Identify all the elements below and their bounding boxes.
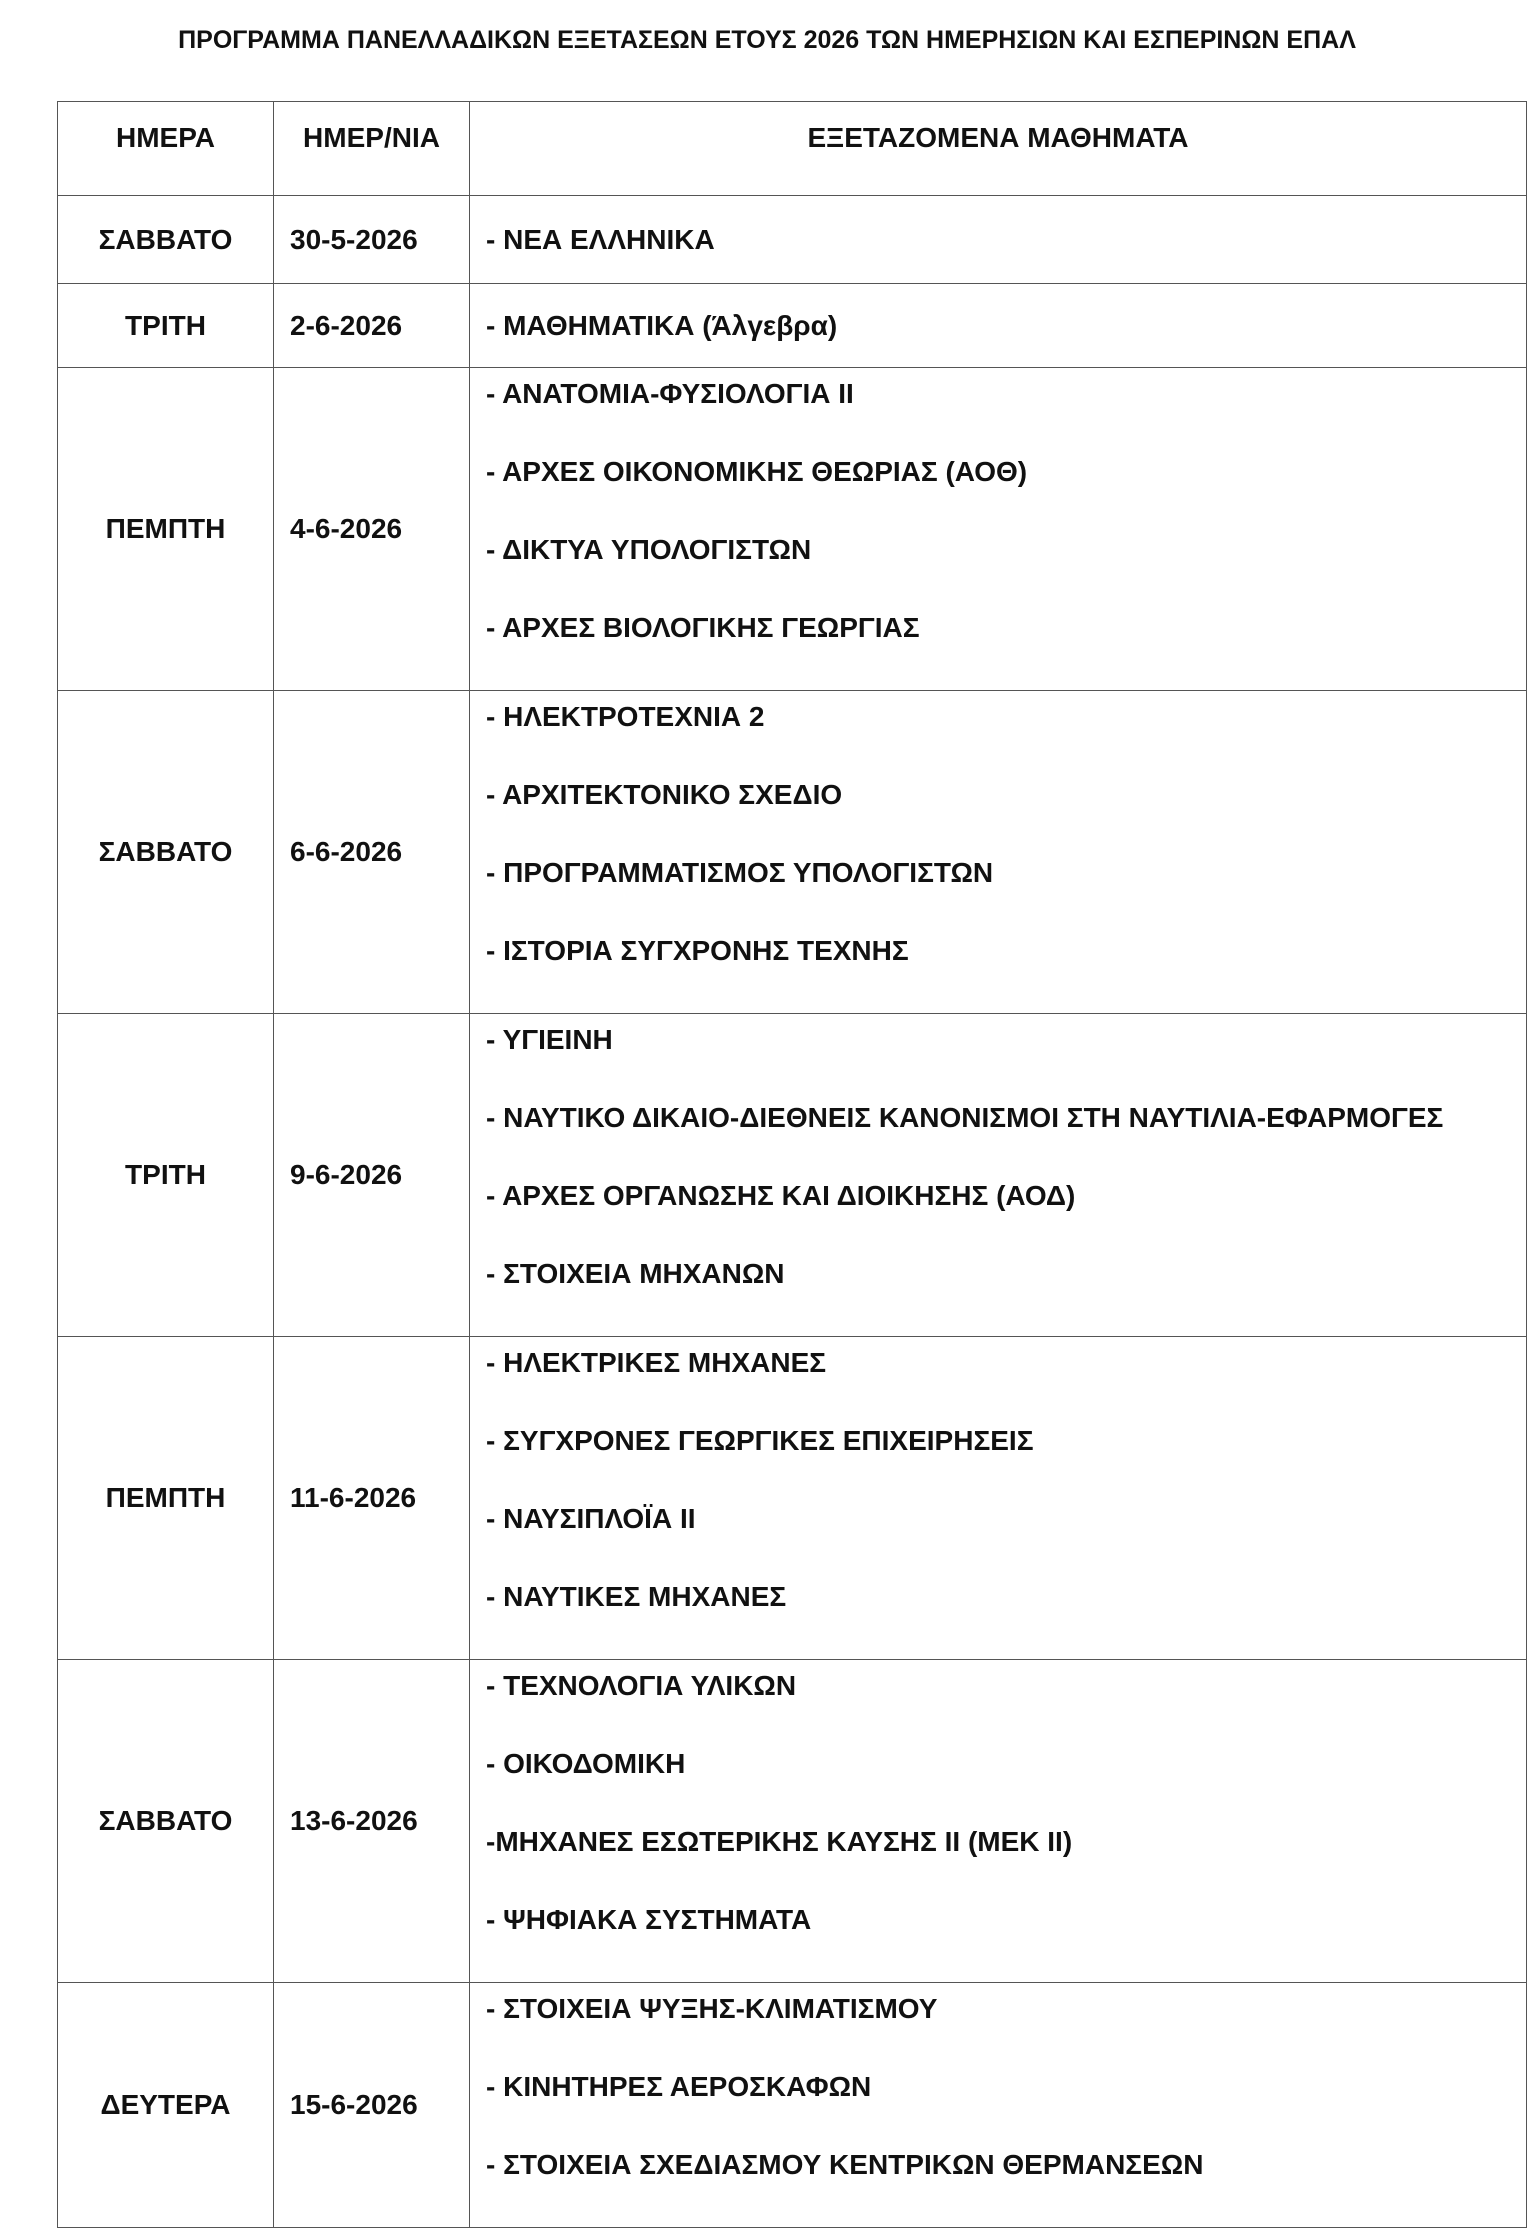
schedule-body [58, 196, 1527, 2228]
row-subjects [470, 691, 1527, 1014]
subject-item: - ΝΑΥΤΙΚΕΣ ΜΗΧΑΝΕΣ [486, 1581, 787, 1612]
table-header-row [58, 102, 1527, 196]
row-subjects [470, 1660, 1527, 1983]
row-day: ΔΕΥΤΕΡΑ [58, 1983, 274, 2228]
subject-item: - ΑΡΧΕΣ ΟΡΓΑΝΩΣΗΣ ΚΑΙ ΔΙΟΙΚΗΣΗΣ (ΑΟΔ) [486, 1180, 1076, 1211]
row-date: 30-5-2026 [274, 196, 470, 284]
subject-item: - ΚΙΝΗΤΗΡΕΣ ΑΕΡΟΣΚΑΦΩΝ [486, 2071, 872, 2102]
subject-item: - ΑΡΧΕΣ ΒΙΟΛΟΓΙΚΗΣ ΓΕΩΡΓΙΑΣ [486, 612, 920, 643]
subject-item: - ΑΝΑΤΟΜΙΑ-ΦΥΣΙΟΛΟΓΙΑ ΙΙ [486, 378, 854, 409]
table-row [58, 368, 1527, 691]
subject-item: - ΙΣΤΟΡΙΑ ΣΥΓΧΡΟΝΗΣ ΤΕΧΝΗΣ [486, 935, 909, 966]
row-date: 4-6-2026 [274, 368, 470, 691]
subject-item: - ΣΥΓΧΡΟΝΕΣ ΓΕΩΡΓΙΚΕΣ ΕΠΙΧΕΙΡΗΣΕΙΣ [486, 1425, 1034, 1456]
table-row [58, 691, 1527, 1014]
row-day: ΠΕΜΠΤΗ [58, 368, 274, 691]
row-date: 9-6-2026 [274, 1014, 470, 1337]
row-subjects [470, 1983, 1527, 2228]
header-day: ΗΜΕΡΑ [58, 102, 274, 196]
row-date: 13-6-2026 [274, 1660, 470, 1983]
subject-item: - ΗΛΕΚΤΡΙΚΕΣ ΜΗΧΑΝΕΣ [486, 1347, 827, 1378]
header-date: ΗΜΕΡ/ΝΙΑ [274, 102, 470, 196]
row-day: ΤΡΙΤΗ [58, 284, 274, 368]
subject-item: - ΨΗΦΙΑΚΑ ΣΥΣΤΗΜΑΤΑ [486, 1904, 812, 1935]
row-subjects [470, 1337, 1527, 1660]
subject-item: - ΗΛΕΚΤΡΟΤΕΧΝΙΑ 2 [486, 701, 765, 732]
table-row [58, 196, 1527, 284]
row-subjects [470, 284, 1527, 368]
row-date: 2-6-2026 [274, 284, 470, 368]
subject-item: - ΟΙΚΟΔΟΜΙΚΗ [486, 1748, 686, 1779]
header-subjects: ΕΞΕΤΑΖΟΜΕΝΑ ΜΑΘΗΜΑΤΑ [470, 102, 1527, 196]
row-day: ΠΕΜΠΤΗ [58, 1337, 274, 1660]
subject-item: - ΑΡΧΙΤΕΚΤΟΝΙΚΟ ΣΧΕΔΙΟ [486, 779, 843, 810]
row-day: ΣΑΒΒΑΤΟ [58, 196, 274, 284]
row-day: ΤΡΙΤΗ [58, 1014, 274, 1337]
exam-schedule-table [57, 101, 1527, 2228]
subject-item: - ΤΕΧΝΟΛΟΓΙΑ ΥΛΙΚΩΝ [486, 1670, 797, 1701]
subject-item: - ΜΑΘΗΜΑΤΙΚΑ (Άλγεβρα) [486, 309, 838, 341]
document-title: ΠΡΟΓΡΑΜΜΑ ΠΑΝΕΛΛΑΔΙΚΩΝ ΕΞΕΤΑΣΕΩΝ ΕΤΟΥΣ 2026 ΤΩΝ ΗΜΕΡΗΣΙΩΝ ΚΑΙ ΕΣΠΕΡΙΝΩΝ ΕΠΑΛ [178, 26, 1356, 54]
subject-item: - ΑΡΧΕΣ ΟΙΚΟΝΟΜΙΚΗΣ ΘΕΩΡΙΑΣ (ΑΟΘ) [486, 456, 1028, 487]
row-date: 6-6-2026 [274, 691, 470, 1014]
table-row [58, 1337, 1527, 1660]
row-day: ΣΑΒΒΑΤΟ [58, 691, 274, 1014]
row-date: 15-6-2026 [274, 1983, 470, 2228]
subject-item: - ΣΤΟΙΧΕΙΑ ΣΧΕΔΙΑΣΜΟΥ ΚΕΝΤΡΙΚΩΝ ΘΕΡΜΑΝΣΕΩΝ [486, 2149, 1204, 2180]
subject-item: - ΠΡΟΓΡΑΜΜΑΤΙΣΜΟΣ ΥΠΟΛΟΓΙΣΤΩΝ [486, 857, 994, 888]
table-row [58, 1983, 1527, 2228]
table-row [58, 284, 1527, 368]
table-row [58, 1660, 1527, 1983]
row-subjects [470, 196, 1527, 284]
subject-item: - ΝΑΥΤΙΚΟ ΔΙΚΑΙΟ-ΔΙΕΘΝΕΙΣ ΚΑΝΟΝΙΣΜΟΙ ΣΤΗ ΝΑΥΤΙΛΙΑ-ΕΦΑΡΜΟΓΕΣ [486, 1102, 1444, 1133]
subject-item: - ΣΤΟΙΧΕΙΑ ΨΥΞΗΣ-ΚΛΙΜΑΤΙΣΜΟΥ [486, 1993, 938, 2024]
subject-item: -ΜΗΧΑΝΕΣ ΕΣΩΤΕΡΙΚΗΣ ΚΑΥΣΗΣ ΙΙ (ΜΕΚ ΙΙ) [486, 1826, 1073, 1857]
row-subjects [470, 1014, 1527, 1337]
subject-item: - ΣΤΟΙΧΕΙΑ ΜΗΧΑΝΩΝ [486, 1258, 785, 1289]
subject-item: - ΔΙΚΤΥΑ ΥΠΟΛΟΓΙΣΤΩΝ [486, 534, 812, 565]
subject-item: - ΝΕΑ ΕΛΛΗΝΙΚΑ [486, 223, 715, 255]
subject-item: - ΥΓΙΕΙΝΗ [486, 1024, 613, 1055]
row-subjects [470, 368, 1527, 691]
row-date: 11-6-2026 [274, 1337, 470, 1660]
row-day: ΣΑΒΒΑΤΟ [58, 1660, 274, 1983]
table-row [58, 1014, 1527, 1337]
subject-item: - ΝΑΥΣΙΠΛΟΪΑ ΙΙ [486, 1503, 696, 1534]
